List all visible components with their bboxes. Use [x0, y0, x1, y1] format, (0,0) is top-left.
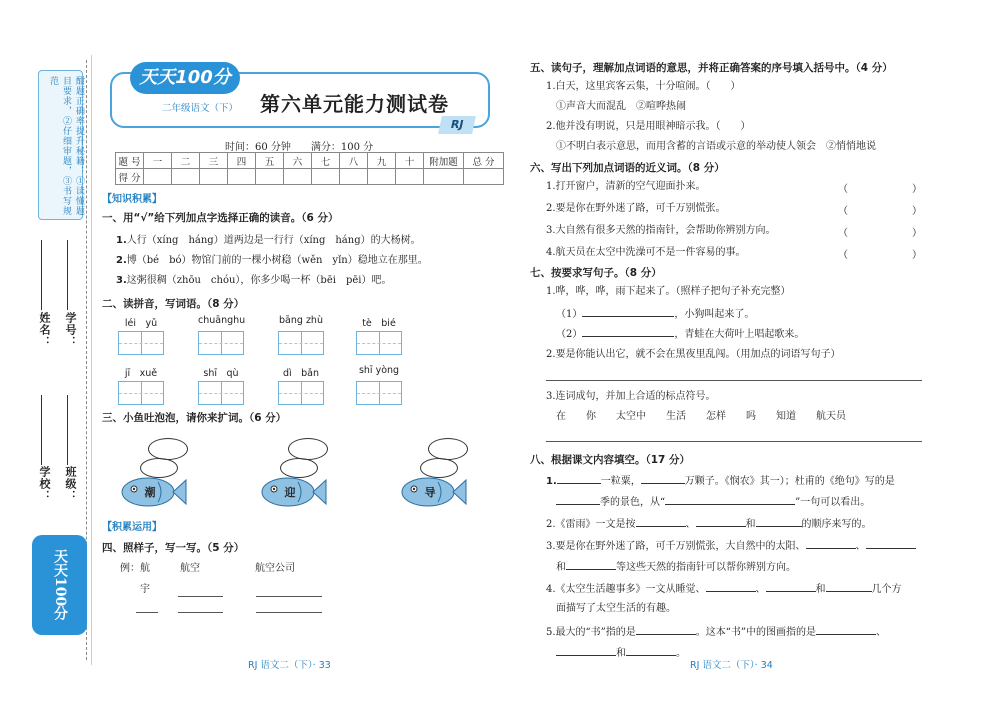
- pinyin-label: bāng zhù: [279, 315, 323, 326]
- side-tip-text: 酣题正确率提升秘籍：①读懂题目要求，②仔细审题，③书写规范: [48, 76, 84, 216]
- answer-paren-open: （: [838, 228, 848, 239]
- score-cell[interactable]: [200, 169, 228, 185]
- right-footer: RJ 语文二（下）· 34: [690, 660, 773, 671]
- name-label: 姓名：: [38, 312, 51, 348]
- bubble[interactable]: [428, 438, 468, 460]
- score-header-cell: 九: [368, 153, 396, 169]
- s6-answer-box[interactable]: [850, 224, 910, 237]
- s5-q1-options: ①声音大而混乱 ②喧哗热闹: [556, 101, 686, 112]
- section-2-title: 二、读拼音，写词语。（8 分）: [102, 298, 245, 310]
- s8-blank-6[interactable]: [696, 516, 746, 527]
- s8-line-3b: 和 等这些天然的指南针可以帮你辨别方向。: [556, 559, 796, 574]
- answer-paren-close: ）: [912, 206, 922, 217]
- answer-paren-close: ）: [912, 228, 922, 239]
- score-header-cell: 三: [200, 153, 228, 169]
- score-header-cell: 题 号: [116, 153, 144, 169]
- answer-paren-open: （: [838, 250, 848, 261]
- score-cell[interactable]: [424, 169, 464, 185]
- score-header-cell: 八: [340, 153, 368, 169]
- s5-q2-options: ①不明白表示意思，而用含蓄的言语或示意的举动使人领会 ②悄悄地说: [556, 141, 876, 152]
- brand-logo-side: 天天100分: [32, 535, 87, 635]
- s7-q3-words: 在 你 太空中 生活 怎样 吗 知道 航天员: [556, 411, 846, 422]
- pinyin-label: chuānghu: [198, 315, 246, 326]
- score-cell[interactable]: [172, 169, 200, 185]
- s6-answer-box[interactable]: [850, 202, 910, 215]
- score-row-label: 得 分: [116, 169, 144, 185]
- s4-blank-4[interactable]: [178, 612, 223, 613]
- section-4-title: 四、照样子，写一写。（5 分）: [102, 542, 245, 554]
- s8-blank-16[interactable]: [556, 645, 616, 656]
- id-field[interactable]: [67, 240, 68, 310]
- s7-q1: 1.哗，哗，哗，雨下起来了。（照样子把句子补充完整）: [546, 286, 791, 297]
- s6-answer-box[interactable]: [850, 246, 910, 259]
- s8-line-4: 4.《太空生活趣事多》一文从睡觉、 、 和 几个方: [546, 581, 902, 596]
- class-label: 班级：: [64, 466, 77, 502]
- pinyin-label: jī xuě: [124, 368, 158, 379]
- fish-char: 迎: [284, 486, 296, 499]
- answer-paren-open: （: [838, 184, 848, 195]
- score-header-cell: 六: [284, 153, 312, 169]
- section-8-title: 八、根据课文内容填空。（17 分）: [530, 454, 691, 466]
- score-cell[interactable]: [368, 169, 396, 185]
- answer-paren-open: （: [838, 206, 848, 217]
- section-3-title: 三、小鱼吐泡泡，请你来扩词。（6 分）: [102, 412, 287, 424]
- score-header-cell: 二: [172, 153, 200, 169]
- s8-blank-9[interactable]: [866, 538, 916, 549]
- s7-q1b: （2） ，青蛙在大荷叶上唱起歌来。: [556, 326, 804, 341]
- s6-answer-box[interactable]: [850, 180, 910, 193]
- score-cell[interactable]: [464, 169, 504, 185]
- score-header-cell: 一: [144, 153, 172, 169]
- name-field[interactable]: [41, 240, 42, 310]
- s8-blank-15[interactable]: [816, 624, 876, 635]
- s8-line-5: 5.最大的“书”指的是 。这本“书”中的图画指的是 、: [546, 624, 886, 639]
- exam-time: 时间：60 分钟 满分：100 分: [225, 142, 374, 153]
- s7-q1a-blank[interactable]: [582, 306, 674, 317]
- s4-blank-5[interactable]: [256, 612, 322, 613]
- s6-item: 4.航天员在太空中洗澡可不是一件容易的事。: [546, 247, 746, 258]
- s4-example-label: 例：航: [120, 563, 150, 574]
- s8-line-2: 2.《雷雨》一文是按 、 和 的顺序来写的。: [546, 516, 872, 531]
- s8-blank-5[interactable]: [636, 516, 686, 527]
- bubble[interactable]: [148, 438, 188, 460]
- score-cell[interactable]: [312, 169, 340, 185]
- tag-knowledge: 【知识积累】: [102, 194, 162, 205]
- s8-line-1b: 季的景色，从“ ”一句可以看出。: [556, 494, 870, 509]
- writing-grid[interactable]: [278, 331, 324, 355]
- s8-blank-11[interactable]: [706, 581, 756, 592]
- s7-q2-answer-line[interactable]: [546, 380, 922, 381]
- s4-blank-1[interactable]: [178, 596, 223, 597]
- s1-item-3: 3.这粥很稠（zhōu chóu），你多少喝一杯（bēi pēi）吧。: [116, 275, 392, 286]
- page-title: 第六单元能力测试卷: [260, 92, 449, 116]
- s4-example-word: 航空: [180, 563, 200, 574]
- s7-q3: 3.连词成句，并加上合适的标点符号。: [546, 391, 716, 402]
- s8-blank-8[interactable]: [806, 538, 856, 549]
- score-cell[interactable]: [228, 169, 256, 185]
- pinyin-label: dì bǎn: [282, 368, 320, 379]
- s7-q1a: （1） ，小狗叫起来了。: [556, 306, 754, 321]
- s8-blank-10[interactable]: [566, 559, 616, 570]
- answer-paren-close: ）: [912, 250, 922, 261]
- s5-q1: 1.白天，这里宾客云集，十分喧闹。（ ）: [546, 81, 741, 92]
- score-cell[interactable]: [396, 169, 424, 185]
- s6-item: 2.要是你在野外迷了路，可千万别慌张。: [546, 203, 726, 214]
- bubble[interactable]: [288, 438, 328, 460]
- score-cell[interactable]: [256, 169, 284, 185]
- s6-item: 1.打开窗户，清新的空气迎面扑来。: [546, 181, 706, 192]
- s7-q3-answer-line[interactable]: [546, 441, 922, 442]
- s8-blank-4[interactable]: [665, 494, 795, 505]
- s7-q1b-blank[interactable]: [582, 326, 674, 337]
- score-header-cell: 七: [312, 153, 340, 169]
- school-label: 学校：: [38, 466, 51, 502]
- score-cell[interactable]: [340, 169, 368, 185]
- score-header-cell: 附加题: [424, 153, 464, 169]
- s8-line-4b: 面描写了太空生活的有趣。: [556, 603, 676, 614]
- score-header-cell: 总 分: [464, 153, 504, 169]
- s1-item-1: 1.人行（xíng háng）道两边是一行行（xíng háng）的大杨树。: [116, 235, 421, 246]
- pinyin-label: shī qù: [203, 368, 239, 379]
- answer-paren-close: ）: [912, 184, 922, 195]
- score-header-cell: 四: [228, 153, 256, 169]
- s4-blank-2[interactable]: [256, 596, 322, 597]
- s8-blank-17[interactable]: [626, 645, 676, 656]
- s5-q2: 2.他并没有明说，只是用眼神暗示我。（ ）: [546, 121, 751, 132]
- s8-blank-13[interactable]: [826, 581, 872, 592]
- writing-grid[interactable]: [198, 381, 244, 405]
- section-1-title: 一、用“√”给下列加点字选择正确的读音。（6 分）: [102, 212, 339, 224]
- section-6-title: 六、写出下列加点词语的近义词。（8 分）: [530, 162, 725, 174]
- id-label: 学号：: [64, 312, 77, 348]
- s8-blank-14[interactable]: [636, 624, 696, 635]
- s4-blank-3[interactable]: [136, 612, 158, 613]
- fish-char: 导: [424, 486, 436, 499]
- s8-line-5b: 和 。: [556, 645, 686, 660]
- s8-blank-1[interactable]: [557, 473, 601, 484]
- score-cell[interactable]: [144, 169, 172, 185]
- pinyin-label: shī yòng: [358, 365, 400, 376]
- s8-line-1: 1. 一粒粟， 万颗子。《悯农》其一）；杜甫的《绝句》写的是: [546, 473, 895, 488]
- writing-grid[interactable]: [278, 381, 324, 405]
- left-footer: RJ 语文二（下）· 33: [248, 660, 331, 671]
- s8-blank-7[interactable]: [756, 516, 802, 527]
- edition-badge: RJ: [438, 116, 476, 134]
- s8-blank-12[interactable]: [766, 581, 816, 592]
- s4-char: 宇: [140, 584, 150, 595]
- score-table: [115, 152, 504, 185]
- writing-grid[interactable]: [356, 331, 402, 355]
- s8-line-3: 3.要是你在野外迷了路，可千万别慌张，大自然中的太阳、 、: [546, 538, 916, 553]
- pinyin-label: léi yǔ: [124, 318, 158, 329]
- s7-q2: 2.要是你能认出它，就不会在黑夜里乱闯。（用加点的词语写句子）: [546, 349, 841, 360]
- s1-item-2: 2.博（bé bó）物馆门前的一棵小树稳（wěn yǐn）稳地立在那里。: [116, 255, 428, 266]
- section-5-title: 五、读句子，理解加点词语的意思，并将正确答案的序号填入括号中。（4 分）: [530, 62, 893, 74]
- writing-grid[interactable]: [356, 381, 402, 405]
- s8-blank-2[interactable]: [641, 473, 685, 484]
- class-field[interactable]: [67, 395, 68, 465]
- tag-application: 【积累运用】: [102, 522, 162, 533]
- s8-blank-3[interactable]: [556, 494, 600, 505]
- pinyin-label: tè bié: [362, 318, 396, 329]
- writing-grid[interactable]: [118, 381, 164, 405]
- fish-char: 潮: [144, 486, 156, 499]
- s6-item: 3.大自然有很多天然的指南针，会帮助你辨别方向。: [546, 225, 776, 236]
- writing-grid[interactable]: [118, 331, 164, 355]
- brand-logo: 天天100分: [130, 62, 240, 94]
- grade-subtitle: 二年级语文（下）: [161, 103, 238, 114]
- school-field[interactable]: [41, 395, 42, 465]
- section-7-title: 七、按要求写句子。（8 分）: [530, 267, 662, 279]
- s4-example-phrase: 航空公司: [255, 563, 295, 574]
- score-header-cell: 十: [396, 153, 424, 169]
- score-cell[interactable]: [284, 169, 312, 185]
- writing-grid[interactable]: [198, 331, 244, 355]
- score-header-cell: 五: [256, 153, 284, 169]
